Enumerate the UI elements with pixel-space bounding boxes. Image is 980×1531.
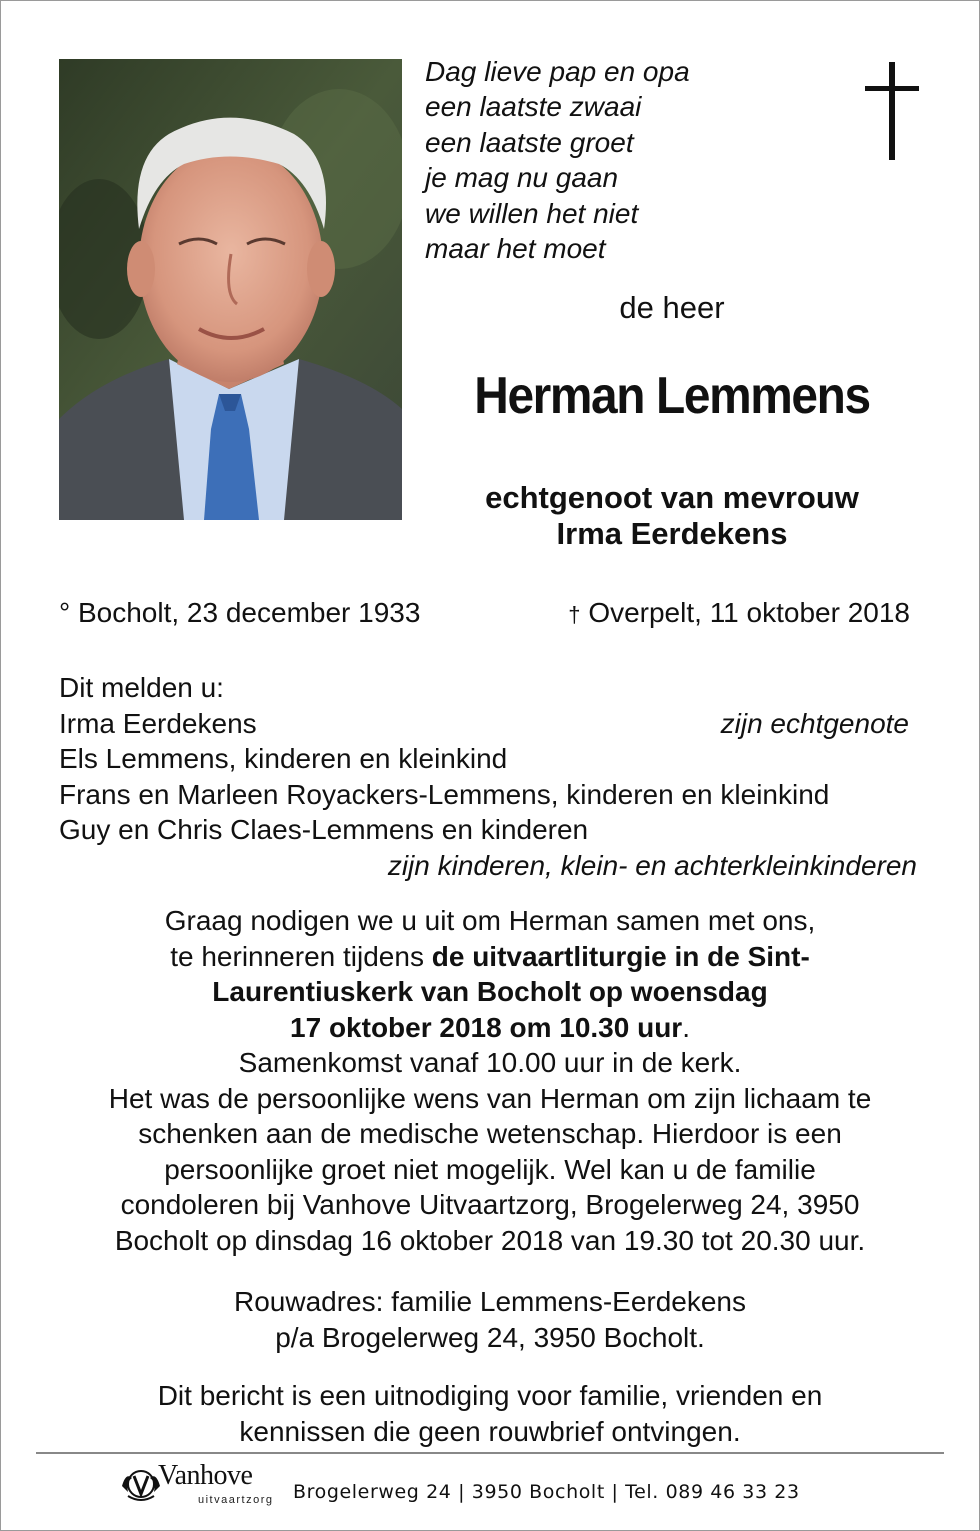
invite-line: persoonlijke groet niet mogelijk. Wel kan u de familie (164, 1153, 816, 1185)
family-row (59, 706, 917, 742)
footer-contact: Brogelerweg 24 | 3950 Bocholt | Tel. 089 46 33 23 (293, 1481, 800, 1503)
invite-bold: 17 oktober 2018 om 10.30 uur (290, 1011, 683, 1043)
note-line: kennissen die geen rouwbrief ontvingen. (239, 1415, 741, 1447)
invite-line: schenken aan de medische wetenschap. Hierdoor is een (138, 1118, 842, 1149)
logo-subtitle: uitvaartzorg (198, 1494, 274, 1506)
rouwadres (40, 1284, 940, 1355)
family-spouse-relation: zijn echtgenote (720, 707, 909, 739)
family-intro: Dit melden u: (59, 672, 224, 703)
death-date (568, 597, 910, 629)
spouse-name: Irma Eerdekens (556, 516, 788, 551)
death-symbol: † (568, 602, 581, 627)
deceased-name: Herman Lemmens (474, 367, 870, 425)
poem-line: maar het moet (425, 233, 606, 265)
invite-line: condoleren bij Vanhove Uitvaartzorg, Brogelerweg 24, 3950 (120, 1189, 860, 1220)
invite-line (40, 939, 940, 975)
family-spouse-name: Irma Eerdekens (59, 707, 257, 739)
family-row: Frans en Marleen Royackers-Lemmens, kinderen en kleinkind (59, 778, 830, 810)
cross-icon (862, 62, 922, 160)
invite-text: te herinneren tijdens (170, 940, 432, 972)
logo-name: Vanhove (158, 1460, 253, 1491)
invite-bold: Laurentiuskerk van Bocholt op woensdag (212, 976, 768, 1007)
poem-line: een laatste zwaai (425, 91, 642, 123)
invite-line: Samenkomst vanaf 10.00 uur in de kerk. (238, 1047, 742, 1078)
death-place-date: Overpelt, 11 oktober 2018 (588, 597, 910, 628)
birth-date: ° Bocholt, 23 december 1933 (59, 597, 421, 628)
note-line: Dit bericht is een uitnodiging voor familie, vrienden en (157, 1380, 823, 1411)
invite-bold: de uitvaartliturgie in de Sint- (431, 940, 810, 972)
spouse-block (425, 480, 919, 552)
invite-line: Het was de persoonlijke wens van Herman om zijn lichaam te (108, 1082, 872, 1114)
invite-line: Bocholt op dinsdag 16 oktober 2018 van 19.30 tot 20.30 uur. (114, 1224, 866, 1256)
invite-line (40, 974, 940, 1010)
invite-line: Graag nodigen we u uit om Herman samen met ons, (164, 905, 816, 936)
invitation (40, 903, 940, 1258)
poem-line: we willen het niet (425, 197, 639, 229)
closing-note (40, 1378, 940, 1449)
poem-line: een laatste groet (425, 126, 634, 158)
poem (425, 54, 690, 266)
invite-line (40, 1010, 940, 1046)
footer (114, 1458, 934, 1518)
rouwadres-line: Rouwadres: familie Lemmens-Eerdekens (234, 1286, 746, 1317)
honorific: de heer (619, 290, 725, 325)
portrait-photo (59, 59, 402, 520)
poem-line: Dag lieve pap en opa (425, 56, 690, 87)
divider (36, 1452, 944, 1454)
poem-line: je mag nu gaan (425, 162, 619, 194)
family-children-relation: zijn kinderen, klein- en achterkleinkinderen (387, 849, 917, 881)
family-row: Guy en Chris Claes-Lemmens en kinderen (59, 814, 589, 845)
rouwadres-line: p/a Brogelerweg 24, 3950 Bocholt. (275, 1321, 705, 1353)
family-list (59, 670, 917, 883)
family-row: Els Lemmens, kinderen en kleinkind (59, 743, 508, 774)
spouse-line: echtgenoot van mevrouw (485, 480, 859, 515)
invite-text: . (682, 1011, 690, 1043)
